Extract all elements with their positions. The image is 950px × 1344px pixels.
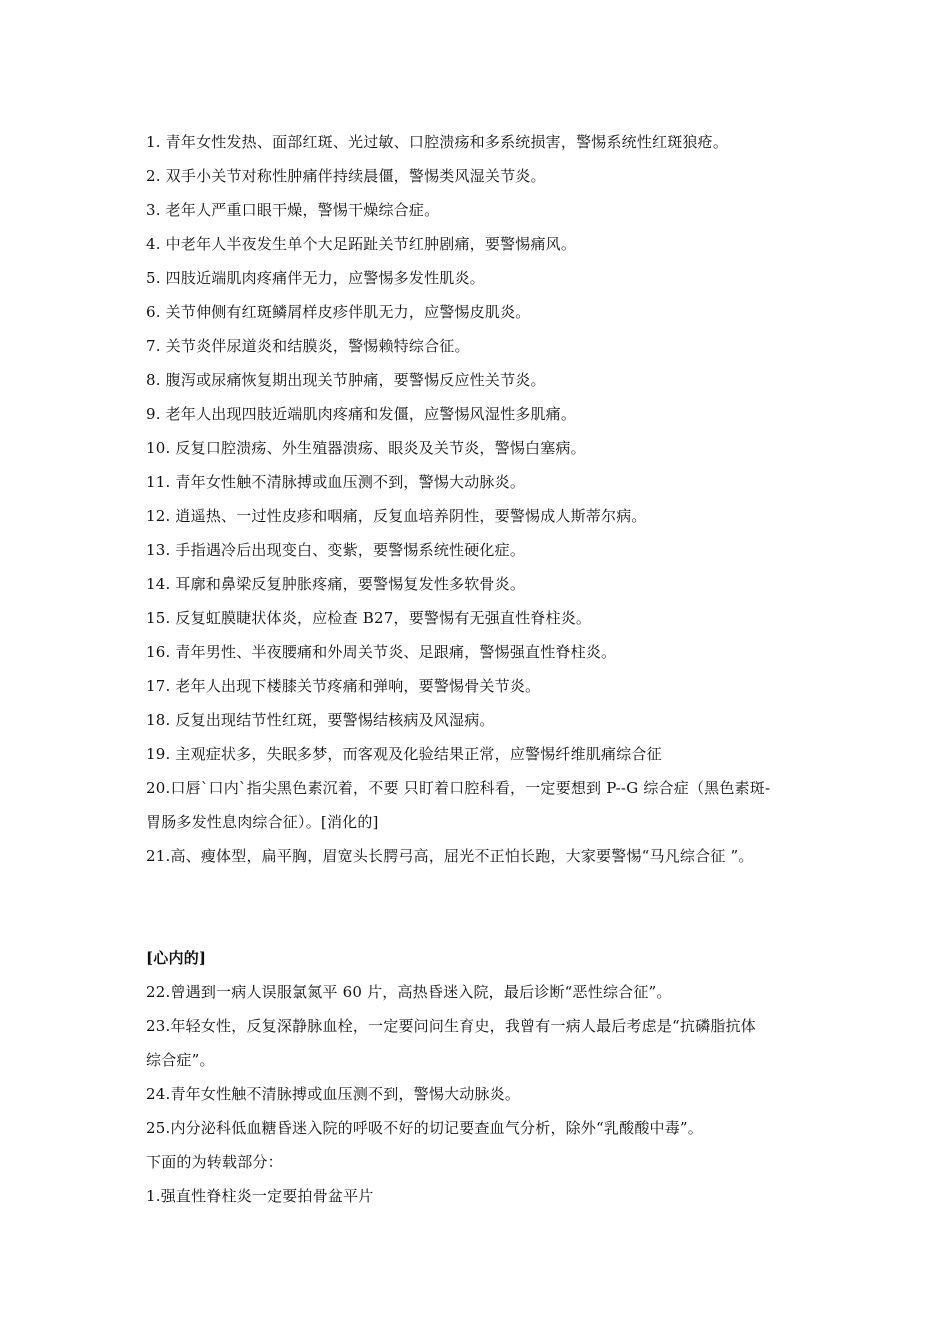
list-item: 14. 耳廓和鼻梁反复肿胀疼痛，要警惕复发性多软骨炎。 xyxy=(146,575,526,593)
list-item-20-line1: 20.口唇`口内`指尖黑色素沉着，不要 只盯着口腔科看，一定要想到 P--G 综合症（黑色素斑- xyxy=(146,779,771,797)
list-item: 18. 反复出现结节性红斑，要警惕结核病及风湿病。 xyxy=(146,711,495,729)
list-item: 16. 青年男性、半夜腰痛和外周关节炎、足跟痛，警惕强直性脊柱炎。 xyxy=(146,643,617,661)
list-item: 17. 老年人出现下楼膝关节疼痛和弹响，要警惕骨关节炎。 xyxy=(146,677,541,695)
document-page xyxy=(146,125,818,1213)
section-heading: [心内的] xyxy=(146,949,207,967)
list-item: 6. 关节伸侧有红斑鳞屑样皮疹伴肌无力，应警惕皮肌炎。 xyxy=(146,303,531,321)
list-item-25: 25.内分泌科低血糖昏迷入院的呼吸不好的切记要查血气分析，除外“乳酸酸中毒”。 xyxy=(146,1119,703,1137)
list-item: 2. 双手小关节对称性肿痛伴持续晨僵，警惕类风湿关节炎。 xyxy=(146,167,546,185)
list-item: 7. 关节炎伴尿道炎和结膜炎，警惕赖特综合征。 xyxy=(146,337,470,355)
list-item-21: 21.高、瘦体型，扁平胸，眉宽头长腭弓高，屈光不正怕长跑，大家要警惕“马凡综合征 ”。 xyxy=(146,847,754,865)
list-item: 11. 青年女性触不清脉搏或血压测不到，警惕大动脉炎。 xyxy=(146,473,526,491)
list-item: 5. 四肢近端肌肉疼痛伴无力，应警惕多发性肌炎。 xyxy=(146,269,485,287)
list-item-22: 22.曾遇到一病人误服氯氮平 60 片，高热昏迷入院，最后诊断“恶性综合征”。 xyxy=(146,983,672,1001)
list-item-24: 24.青年女性触不清脉搏或血压测不到，警惕大动脉炎。 xyxy=(146,1085,521,1103)
list-item: 12. 逍遥热、一过性皮疹和咽痛，反复血培养阴性，要警惕成人斯蒂尔病。 xyxy=(146,507,647,525)
transfer-intro: 下面的为转载部分： xyxy=(146,1153,283,1171)
list-item: 9. 老年人出现四肢近端肌肉疼痛和发僵，应警惕风湿性多肌痛。 xyxy=(146,405,577,423)
list-item: 19. 主观症状多，失眠多梦，而客观及化验结果正常，应警惕纤维肌痛综合征 xyxy=(146,745,662,763)
list-item: 10. 反复口腔溃疡、外生殖器溃疡、眼炎及关节炎，警惕白塞病。 xyxy=(146,439,586,457)
list-item: 15. 反复虹膜睫状体炎，应检查 B27，要警惕有无强直性脊柱炎。 xyxy=(146,609,592,627)
transfer-item-1: 1.强直性脊柱炎一定要拍骨盆平片 xyxy=(146,1187,374,1205)
list-item-20-line2: 胃肠多发性息肉综合征）。[消化的] xyxy=(146,813,379,831)
list-item: 1. 青年女性发热、面部红斑、光过敏、口腔溃疡和多系统损害，警惕系统性红斑狼疮。 xyxy=(146,133,729,151)
list-item: 8. 腹泻或尿痛恢复期出现关节肿痛，要警惕反应性关节炎。 xyxy=(146,371,546,389)
list-item: 13. 手指遇冷后出现变白、变紫，要警惕系统性硬化症。 xyxy=(146,541,526,559)
section-spacer xyxy=(146,873,818,941)
list-item: 3. 老年人严重口眼干燥，警惕干燥综合症。 xyxy=(146,201,440,219)
list-item-23-line1: 23.年轻女性，反复深静脉血栓，一定要问问生育史，我曾有一病人最后考虑是“抗磷脂抗体 xyxy=(146,1017,756,1035)
list-item: 4. 中老年人半夜发生单个大足跖趾关节红肿剧痛，要警惕痛风。 xyxy=(146,235,577,253)
list-item-23-line2: 综合症”。 xyxy=(146,1051,215,1069)
